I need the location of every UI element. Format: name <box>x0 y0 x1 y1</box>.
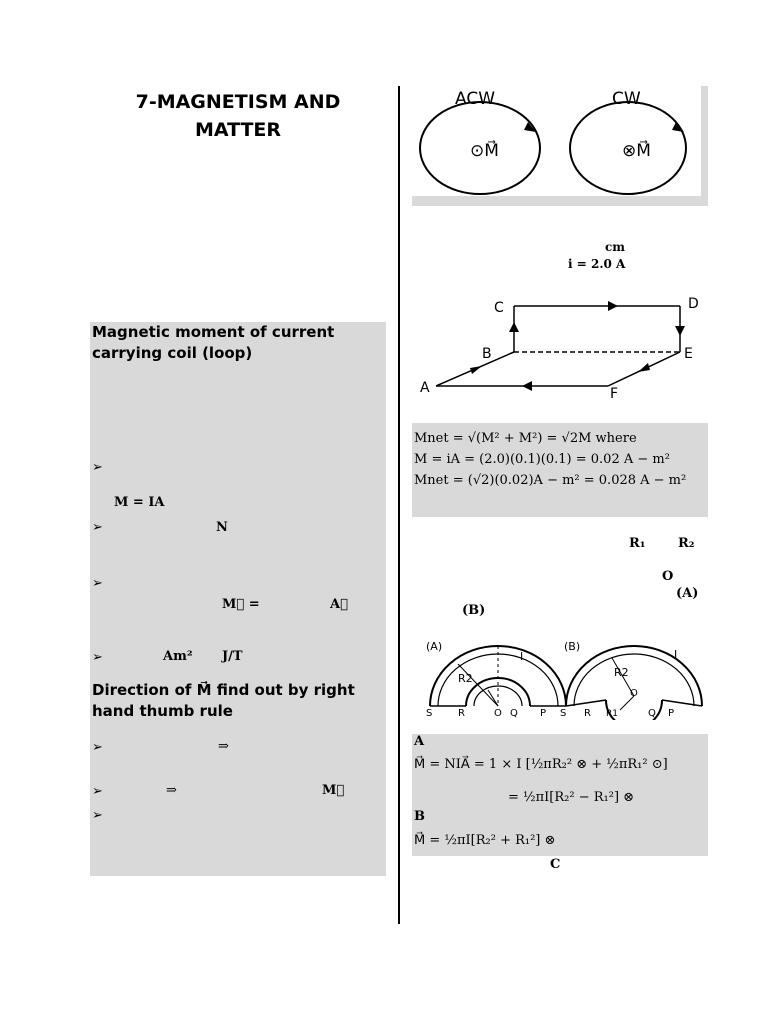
point-a-label: A <box>420 380 430 396</box>
point-c-label: C <box>494 300 504 316</box>
solution1-equations <box>414 428 686 491</box>
solution1-line-1: Mnet = √(M² + M²) = √2M where <box>414 431 637 446</box>
solution1-line-2: M = iA = (2.0)(0.1)(0.1) = 0.02 A − m² <box>414 452 670 467</box>
heading-magnetic-moment <box>92 322 334 364</box>
solution2-line-1: M⃗ = NIA⃗ = 1 × I [½πR₂² ⊗ + ½πR₁² ⊙] <box>414 757 668 772</box>
loop-a-radius-r1 <box>488 690 498 706</box>
heading-line-2: carrying coil (loop) <box>92 344 253 362</box>
arrow-ef-icon <box>638 363 650 372</box>
arrow-de-icon <box>675 326 685 336</box>
loop-b-current-label: I <box>674 648 678 661</box>
solution2-line-2: = ½πI[R₂² − R₁²] ⊗ <box>508 790 635 805</box>
heading2-line-1: Direction of M⃗ find out by right <box>92 681 355 699</box>
unit-am2: Am² <box>163 649 193 664</box>
bullet-4: ➢ <box>92 650 103 665</box>
loop-a-s-label: S <box>426 708 433 719</box>
loop-a-current-label: I <box>520 650 524 663</box>
point-b-label: B <box>482 346 492 362</box>
heading2-line-2: hand thumb rule <box>92 702 233 720</box>
unit-jt: J/T <box>222 649 243 664</box>
bullet-1: ➢ <box>92 460 103 475</box>
column-divider <box>398 86 400 924</box>
loop-b-q-label: Q <box>648 708 656 719</box>
unit-cm: cm <box>605 240 626 254</box>
turns-n-label: N <box>216 520 228 535</box>
point-e-label: E <box>684 346 693 362</box>
figure-bent-loop <box>412 290 712 402</box>
radius-r1-label: R₁ <box>629 536 646 551</box>
arrow-cd-icon <box>608 301 618 311</box>
loop-b-r-label: R <box>584 708 591 719</box>
loop-a-q-label: Q <box>510 708 518 719</box>
moment-in-label: ⊗M⃗ <box>622 141 651 161</box>
cw-label: CW <box>612 89 641 109</box>
loop-b-label: (B) <box>564 640 581 653</box>
bullet-7: ➢ <box>92 808 103 823</box>
solution2-a-label: A <box>414 734 425 749</box>
figure-semicircular-loops <box>412 636 712 720</box>
current-value: i = 2.0 A <box>568 257 626 271</box>
title-line-2: MATTER <box>194 119 282 141</box>
loop-b-r1-label: R1 <box>606 709 618 719</box>
heading-line-1: Magnetic moment of current <box>92 323 335 341</box>
loop-b-o-label: O <box>630 688 638 699</box>
option-b-label: (B) <box>462 603 486 618</box>
solution2-line-3: M⃗ = ½πI[R₂² + R₁²] ⊗ <box>414 833 556 848</box>
implies-symbol-1: ⇒ <box>218 739 229 754</box>
arrow-fa-icon <box>522 381 532 391</box>
figure-loops-svg <box>412 86 708 206</box>
loop-a-radius-r2 <box>458 664 498 706</box>
radius-r2-label: R₂ <box>678 536 695 551</box>
vector-formula-m: M⃗ = <box>222 597 260 612</box>
solution2-b-label: B <box>414 809 425 824</box>
loop-b-left-edge <box>566 700 606 706</box>
loop-b-s-label: S <box>560 708 567 719</box>
loop-b-p-label: P <box>668 708 675 719</box>
option-a-label: (A) <box>676 586 699 601</box>
bullet-5: ➢ <box>92 740 103 755</box>
point-d-label: D <box>688 296 699 312</box>
acw-label: ACW <box>455 89 496 109</box>
loop-a-r2-label: R2 <box>458 672 473 685</box>
title-line-1: 7-MAGNETISM AND <box>135 91 341 113</box>
heading-direction <box>92 680 355 722</box>
formula-m-ia: M = IA <box>114 495 165 510</box>
loop-b-right-edge <box>662 700 702 706</box>
bullet-3: ➢ <box>92 576 103 591</box>
solution1-line-3: Mnet = (√2)(0.02)A − m² = 0.028 A − m² <box>414 473 687 488</box>
moment-out-label: ⊙M⃗ <box>470 141 499 161</box>
loop-a-p-label: P <box>540 708 547 719</box>
point-f-label: F <box>610 386 619 402</box>
arrow-bc-icon <box>509 322 519 332</box>
figure-loops-panel <box>412 86 708 206</box>
page-title <box>120 88 356 144</box>
loop-a-r-label: R <box>458 708 465 719</box>
bullet-6: ➢ <box>92 784 103 799</box>
vector-m-label: M⃗ <box>322 783 345 798</box>
vector-area-a: A⃗ <box>330 597 348 612</box>
implies-symbol-2: ⇒ <box>166 783 177 798</box>
solution2-c-label: C <box>550 857 561 872</box>
loop-a-outer-arc-inner <box>438 654 558 706</box>
loop-a-label: (A) <box>426 640 443 653</box>
loop-a-o-label: O <box>494 708 502 719</box>
bullet-2: ➢ <box>92 520 103 535</box>
arrow-ab-icon <box>470 366 482 374</box>
centre-o-label: O <box>662 569 674 584</box>
loop-b-r2-label: R2 <box>614 666 629 679</box>
